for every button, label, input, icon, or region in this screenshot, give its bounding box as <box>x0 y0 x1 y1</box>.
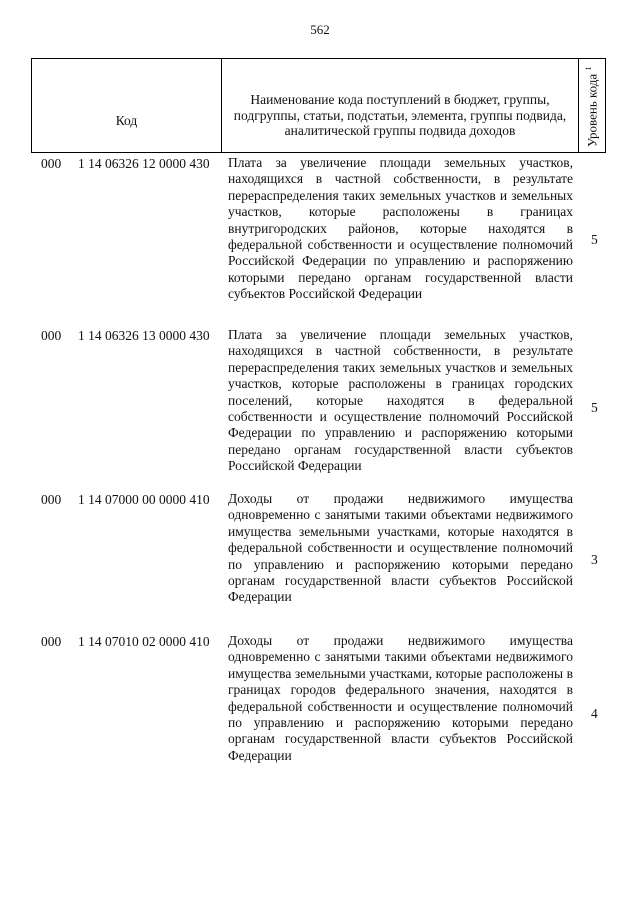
row-description: Доходы от продажи недвижимого имущества одновременно с занятыми такими объектами недвижимого имущества земельными участками, которые находятся в федеральной собственности и осуществление полномочий по управлению и распоряжению которыми передано органам государственной власти субъектов Российской Федерации <box>228 491 573 605</box>
row-prefix: 000 <box>41 156 62 171</box>
row-level: 5 <box>591 232 598 247</box>
row-code: 1 14 06326 12 0000 430 <box>78 156 210 171</box>
header-level-text <box>584 67 600 147</box>
table-header <box>31 58 606 153</box>
header-level <box>579 59 605 152</box>
row-prefix: 000 <box>41 492 62 507</box>
page-number: 562 <box>310 22 330 37</box>
header-name: Наименование кода поступлений в бюджет, группы, подгруппы, статьи, подстатьи, элемента, группы подвида, аналитической группы подвида доходов <box>222 59 579 152</box>
row-description: Доходы от продажи недвижимого имущества одновременно с занятыми такими объектами недвижимого имущества земельными участками, которые расположены в границах городов федерального значения, находятся в федеральной собственности и осуществление полномочий по управлению и распоряжению которыми передано органам государственной власти субъектов Российской Федерации <box>228 633 573 763</box>
row-code: 1 14 07010 02 0000 410 <box>78 634 210 649</box>
row-prefix: 000 <box>41 328 62 343</box>
row-level: 4 <box>591 706 598 721</box>
row-level: 3 <box>591 552 598 567</box>
row-description: Плата за увеличение площади земельных участков, находящихся в частной собственности, в результате перераспределения таких земельных участков и земельных участков, которые расположены в границах внутригородских районов, которые находятся в федеральной собственности и осуществление полномочий Российской Федерации по управлению и распоряжению которыми передано органам государственной власти субъектов Российской Федерации <box>228 155 573 302</box>
row-code: 1 14 06326 13 0000 430 <box>78 328 210 343</box>
header-code: Код <box>32 59 222 152</box>
header-level-footnote: 1 <box>584 66 593 71</box>
header-level-label: Уровень кода <box>584 73 600 147</box>
row-description: Плата за увеличение площади земельных участков, находящихся в частной собственности, в результате перераспределения таких земельных участков и земельных участков, которые расположены в границах городских поселений, которые находятся в федеральной собственности и осуществление полномочий Российской Федерации по управлению и распоряжению которыми передано органам государственной власти субъектов Российской Федерации <box>228 327 573 474</box>
row-code: 1 14 07000 00 0000 410 <box>78 492 210 507</box>
row-level: 5 <box>591 400 598 415</box>
row-prefix: 000 <box>41 634 62 649</box>
